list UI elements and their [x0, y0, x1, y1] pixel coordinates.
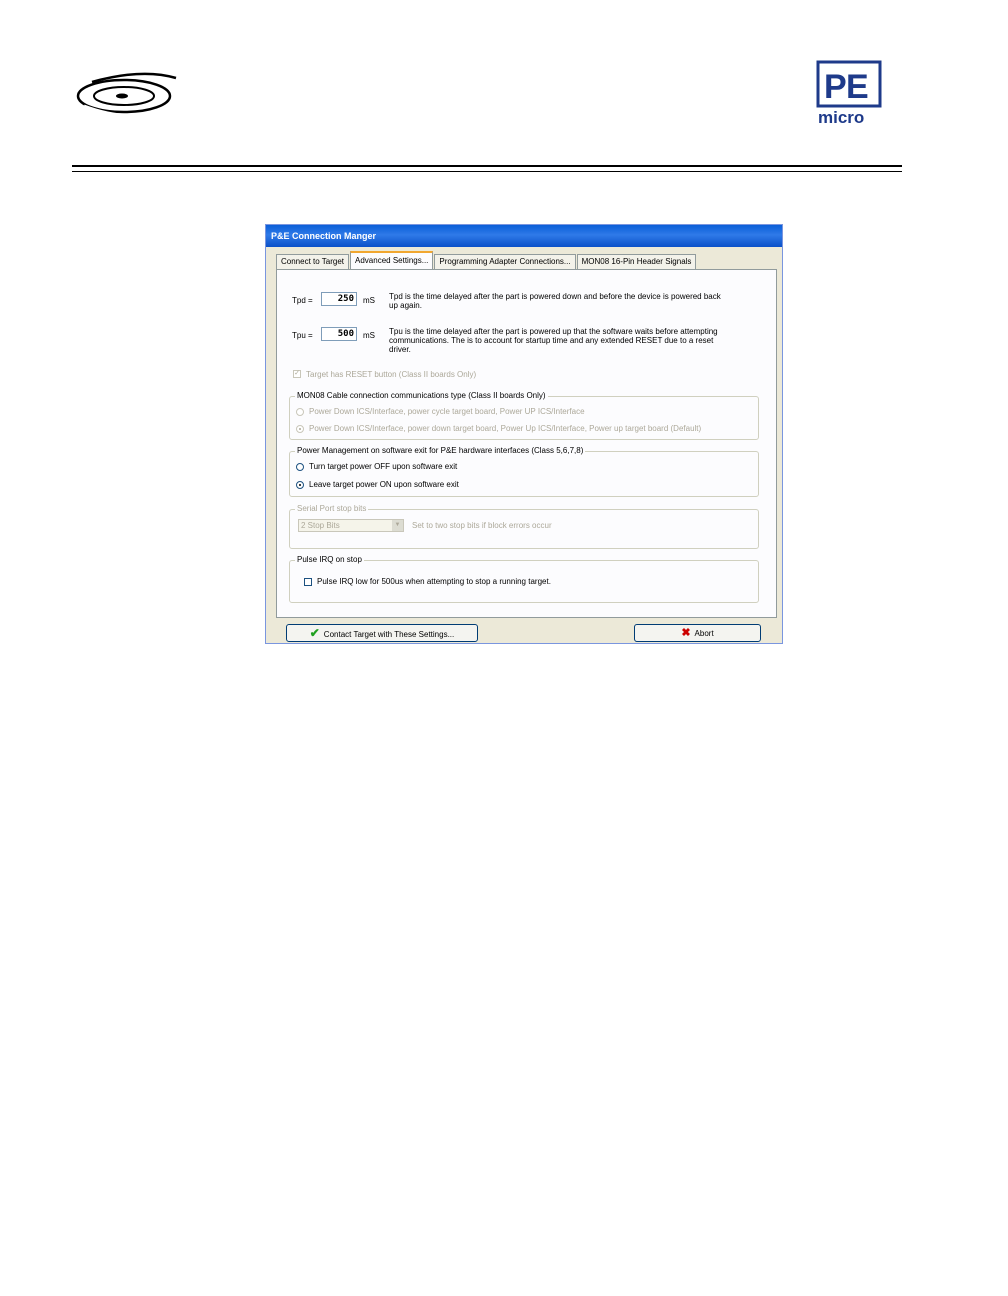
pe-logo-p: P: [824, 68, 847, 106]
mon08-option-2-label: Power Down ICS/Interface, power down target board, Power Up ICS/Interface, Power up target board (Default): [309, 424, 702, 433]
contact-target-button[interactable]: [286, 624, 478, 642]
abort-button[interactable]: [634, 624, 761, 642]
tpd-unit: mS: [363, 296, 375, 305]
mon08-option-1-label: Power Down ICS/Interface, power cycle target board, Power UP ICS/Interface: [309, 407, 585, 416]
window-title: P&E Connection Manger: [266, 225, 782, 247]
stop-bits-select[interactable]: [298, 519, 404, 532]
swirl-logo: [72, 70, 180, 122]
power-off-label: Turn target power OFF upon software exit: [309, 462, 458, 471]
header-rule-top: [72, 165, 902, 167]
pe-logo-micro: micro: [818, 108, 865, 126]
chevron-down-icon: ▼: [392, 520, 403, 531]
target-reset-label: Target has RESET button (Class II boards Only): [306, 370, 477, 379]
stop-bits-value: 2 Stop Bits: [301, 521, 340, 530]
tpu-unit: mS: [363, 331, 375, 340]
mon08-option-1-radio[interactable]: [296, 408, 304, 416]
checkmark-icon: ✔: [309, 626, 320, 640]
pe-logo-e: E: [846, 68, 869, 106]
abort-label: Abort: [694, 629, 714, 638]
pulse-group-title: Pulse IRQ on stop: [297, 555, 362, 564]
tab-connect-to-target[interactable]: Connect to Target: [276, 254, 349, 269]
tpd-input[interactable]: 250: [321, 292, 357, 306]
tab-advanced-settings[interactable]: Advanced Settings...: [350, 251, 433, 270]
contact-target-label: Contact Target with These Settings...: [323, 630, 455, 639]
pulse-irq-checkbox[interactable]: [304, 578, 312, 586]
tpu-input[interactable]: 500: [321, 327, 357, 341]
power-group-title: Power Management on software exit for P&E hardware interfaces (Class 5,6,7,8): [297, 446, 584, 455]
mon08-option-2-radio[interactable]: [296, 425, 304, 433]
power-off-radio[interactable]: [296, 463, 304, 471]
tab-strip: [276, 253, 697, 269]
mon08-group-title: MON08 Cable connection communications type (Class II boards Only): [297, 391, 546, 400]
tab-mon08-header-signals[interactable]: MON08 16-Pin Header Signals: [577, 254, 697, 269]
pulse-irq-group: [289, 555, 759, 603]
stop-bits-hint: Set to two stop bits if block errors occur: [412, 521, 552, 530]
pe-micro-logo: [816, 60, 886, 126]
serial-port-group: [289, 504, 759, 549]
tpu-description: Tpu is the time delayed after the part is powered up that the software waits before attempting communications. The is to account for startup time and any extended RESET due to a reset driver.: [389, 327, 718, 354]
target-reset-checkbox[interactable]: ✓: [294, 370, 300, 377]
pulse-irq-label: Pulse IRQ low for 500us when attempting to stop a running target.: [317, 577, 551, 586]
mon08-group: [289, 391, 759, 440]
connection-manager-window: [265, 224, 783, 644]
x-icon: ✖: [681, 627, 691, 639]
tpd-label: Tpd =: [292, 296, 313, 305]
header-rule-bottom: [72, 171, 902, 172]
tpu-label: Tpu =: [292, 331, 313, 340]
power-on-label: Leave target power ON upon software exit: [309, 480, 459, 489]
advanced-settings-panel: [276, 269, 777, 618]
power-on-radio[interactable]: [296, 481, 304, 489]
tpd-description: Tpd is the time delayed after the part is powered down and before the device is powered back up again.: [389, 292, 721, 310]
power-management-group: [289, 446, 759, 497]
tab-programming-adapter[interactable]: Programming Adapter Connections...: [434, 254, 575, 269]
serial-group-title: Serial Port stop bits: [297, 504, 367, 513]
